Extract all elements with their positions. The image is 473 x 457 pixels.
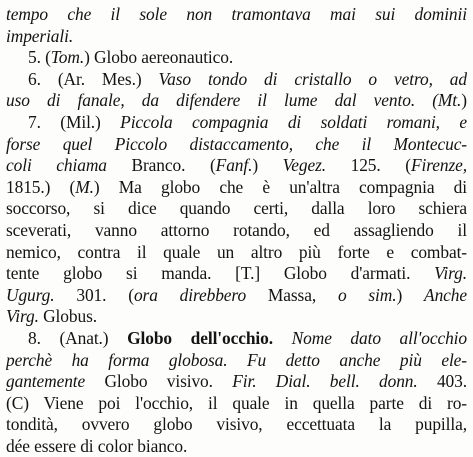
sense-7-line: 7. (Mil.) Piccola compagnia di soldati romani, e <box>28 111 467 132</box>
text-line-14: Ugurg. 301. (ora direbbero Massa, o sim.) Anche <box>6 284 467 305</box>
text-line-1: tempo che il sole non tramontava mai sui dominii <box>6 4 467 24</box>
text-line-2: imperiali. <box>6 25 74 46</box>
text-line-15: Virg. Globus. <box>6 306 97 327</box>
text-line-21: dée essere di color bianco. <box>6 435 188 456</box>
text-line-17: perchè ha forma globosa. Fu detto anche più ele- <box>6 349 467 370</box>
text-line-13: tente globo si manda. [T.] Globo d'armati. Virg. <box>6 263 467 284</box>
text-line-18: gantemente Globo visivo. Fir. Dial. bell. donn. 403. <box>6 371 467 392</box>
sense-6-line: 6. (Ar. Mes.) Vaso tondo di cristallo o vetro, ad <box>28 68 467 89</box>
text-line-7: forse quel Piccolo distaccamento, che il Montecuc- <box>6 133 467 154</box>
text-line-10: soccorso, si dice quando certi, dalla loro schiera <box>6 198 467 219</box>
sense-5-line: 5. (Tom.) Globo aereonautico. <box>28 47 234 68</box>
text-line-8: coli chiama Branco. (Fanf.) Vegez. 125. (Firenze, <box>6 155 467 176</box>
text-line-9: 1815.) (M.) Ma globo che è un'altra compagnia di <box>6 176 467 197</box>
text-line-20: tondità, ovvero globo visivo, eccettuata la pupilla, <box>6 414 467 435</box>
text-line-12: nemico, contra il quale un altro più forte e combat- <box>6 241 467 262</box>
sense-8-line: 8. (Anat.) Globo dell'occhio. Nome dato all'occhio <box>28 327 467 348</box>
text-line-19: (C) Viene poi l'occhio, il quale in quella parte di ro- <box>6 392 467 413</box>
text-line-11: sceverati, vanno attorno rotando, ed assagliendo il <box>6 219 467 240</box>
text-line-5: uso di fanale, da difendere il lume dal vento. (Mt.) <box>6 90 467 111</box>
